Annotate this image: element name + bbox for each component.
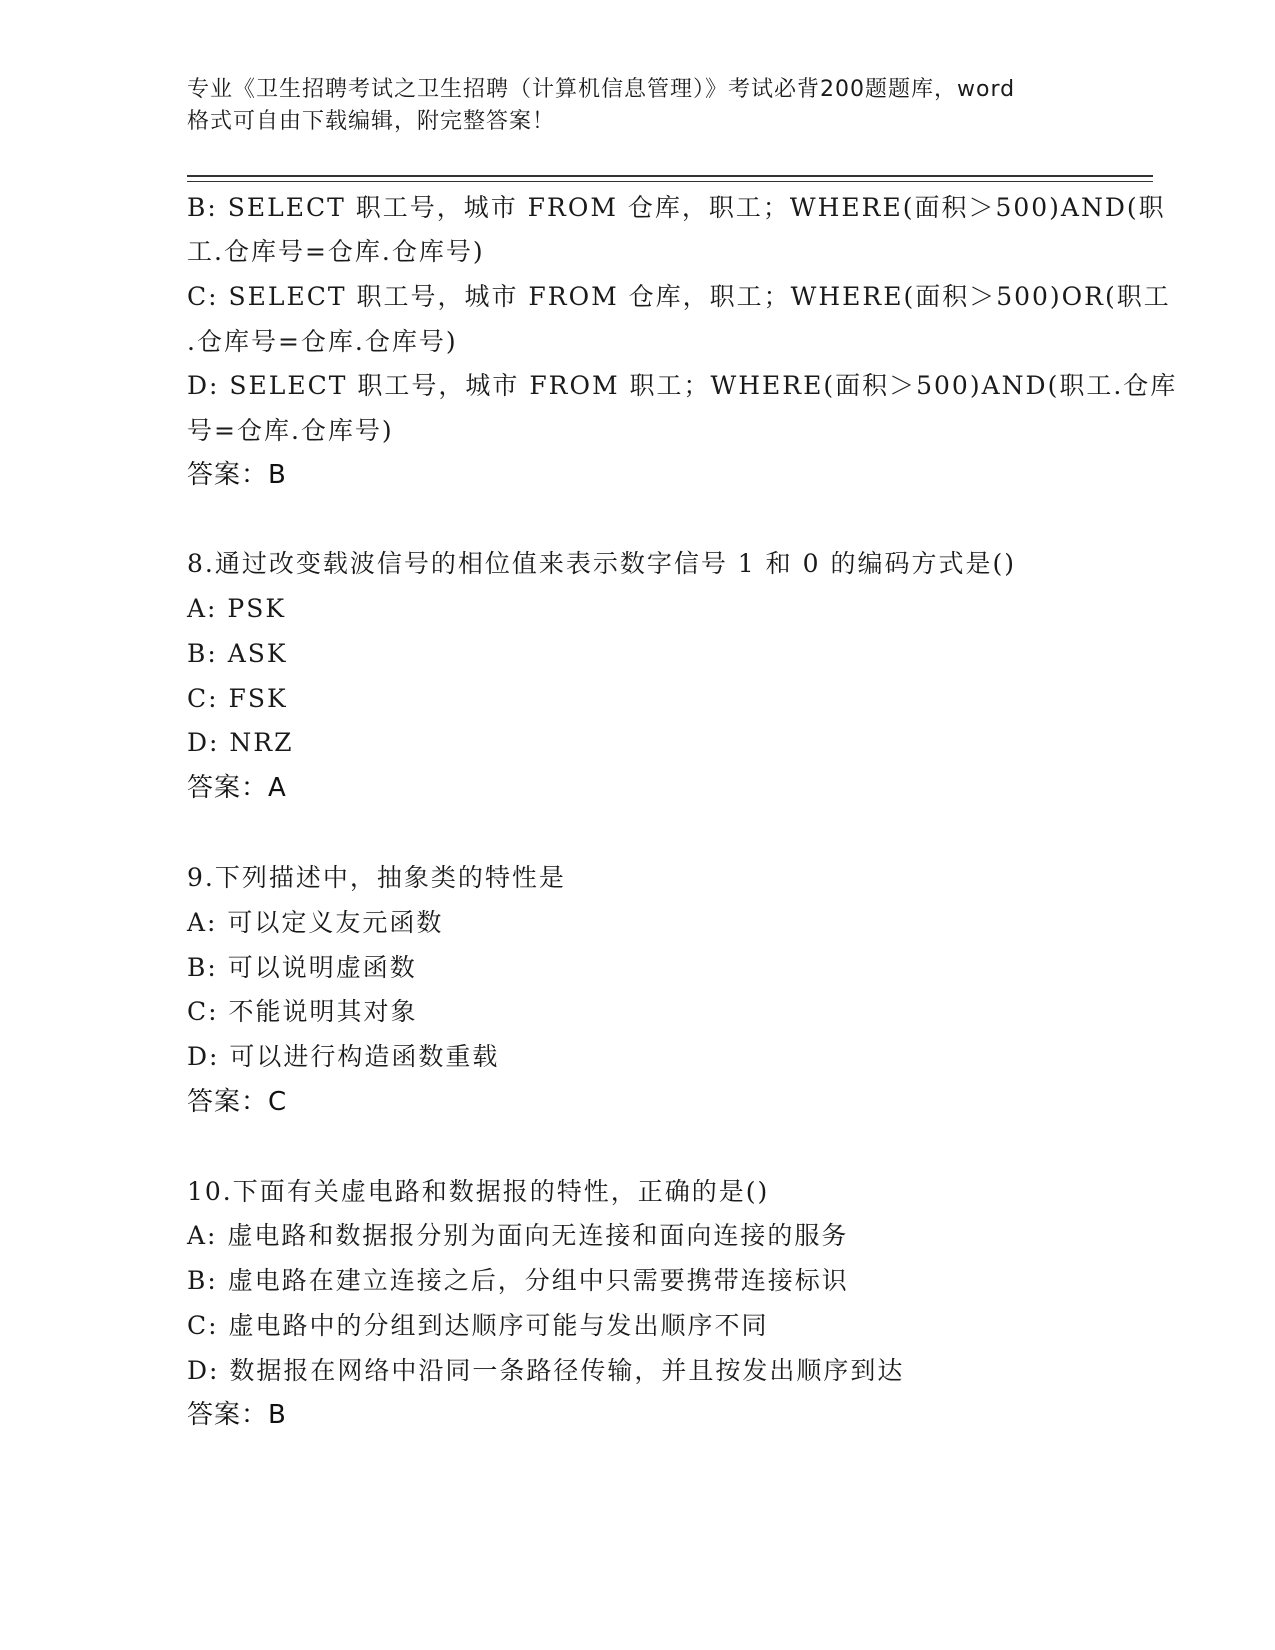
q8-question: 8.通过改变载波信号的相位值来表示数字信号 1 和 0 的编码方式是(): [187, 549, 1016, 578]
q7-option-c-line-2: .仓库号=仓库.仓库号): [187, 327, 458, 356]
q9-question: 9.下列描述中，抽象类的特性是: [187, 863, 566, 892]
q10-option-d: D: 数据报在网络中沿同一条路径传输，并且按发出顺序到达: [187, 1356, 905, 1385]
q10-option-c: C: 虚电路中的分组到达顺序可能与发出顺序不同: [187, 1311, 769, 1340]
q9-option-c: C: 不能说明其对象: [187, 997, 418, 1026]
q7-option-d-line-2: 号=仓库.仓库号): [187, 416, 394, 445]
q8-option-a: A: PSK: [187, 594, 287, 623]
q10-option-a: A: 虚电路和数据报分别为面向无连接和面向连接的服务: [187, 1221, 849, 1250]
q8-option-d: D: NRZ: [187, 728, 294, 757]
header-divider-top: [187, 175, 1153, 177]
q9-option-b: B: 可以说明虚函数: [187, 953, 417, 982]
q9-option-d: D: 可以进行构造函数重载: [187, 1042, 500, 1071]
q10-answer: 答案：B: [187, 1400, 287, 1430]
q8-option-b: B: ASK: [187, 639, 288, 668]
header-line-2: 格式可自由下载编辑，附完整答案！: [187, 109, 556, 134]
q10-question: 10.下面有关虚电路和数据报的特性，正确的是(): [187, 1177, 770, 1206]
q10-option-b: B: 虚电路在建立连接之后，分组中只需要携带连接标识: [187, 1266, 849, 1295]
q7-option-b-line-1: B: SELECT 职工号，城市 FROM 仓库，职工；WHERE(面积＞500)AND(职: [187, 193, 1166, 222]
q9-option-a: A: 可以定义友元函数: [187, 908, 444, 937]
document-header: [187, 74, 1087, 138]
q9-answer: 答案：C: [187, 1087, 288, 1117]
q7-answer: 答案：B: [187, 460, 287, 490]
header-line-1: 专业《卫生招聘考试之卫生招聘（计算机信息管理）》考试必背200题题库，word: [187, 77, 1016, 102]
q8-answer: 答案：A: [187, 773, 287, 803]
q7-option-d-line-1: D: SELECT 职工号，城市 FROM 职工；WHERE(面积＞500)AND(职工.仓库: [187, 371, 1178, 400]
q7-option-b-line-2: 工.仓库号=仓库.仓库号): [187, 237, 485, 266]
q8-option-c: C: FSK: [187, 684, 288, 713]
header-divider-bottom: [187, 181, 1153, 182]
q7-option-c-line-1: C: SELECT 职工号，城市 FROM 仓库，职工；WHERE(面积＞500)OR(职工: [187, 282, 1171, 311]
